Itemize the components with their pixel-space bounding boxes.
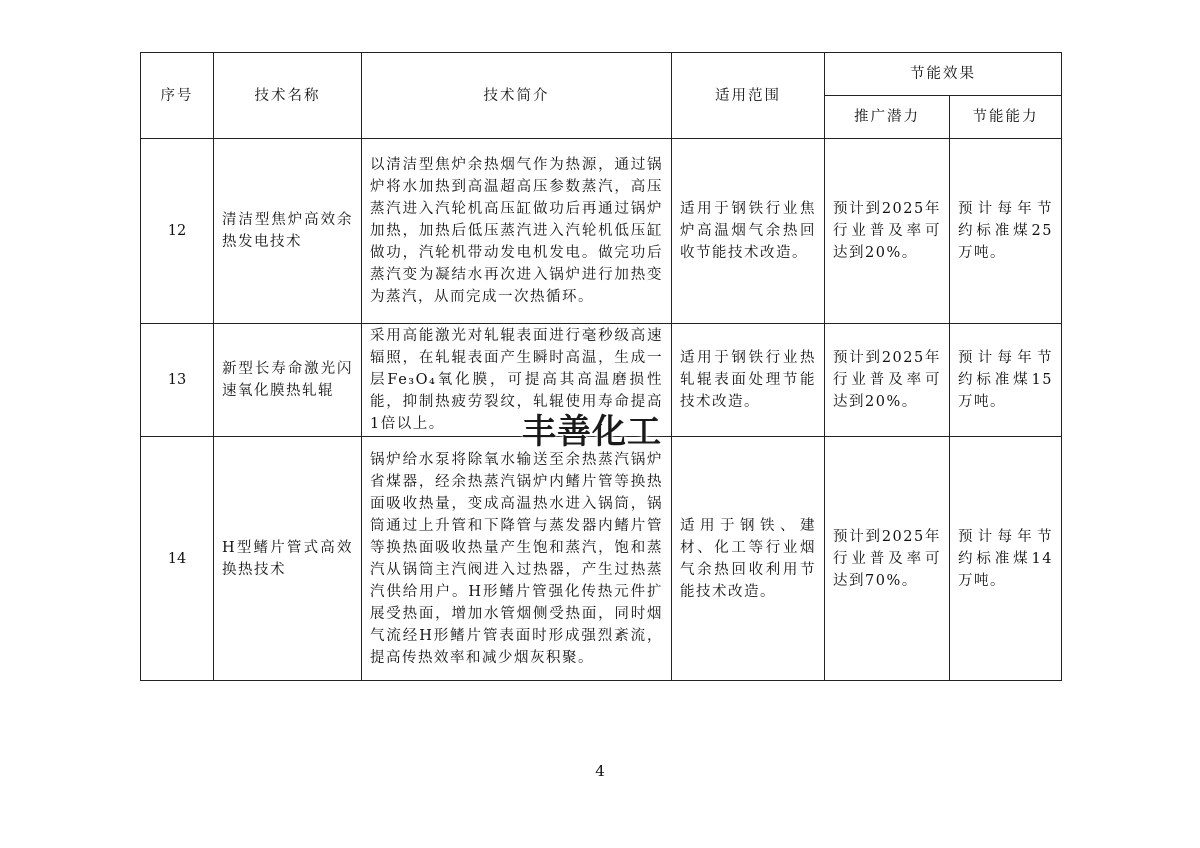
page-number: 4 bbox=[595, 762, 605, 780]
row-tech-desc: 锅炉给水泵将除氧水输送至余热蒸汽锅炉省煤器，经余热蒸汽锅炉内鳍片管等换热面吸收热量，变成高温热水进入锅筒，锅筒通过上升管和下降管与蒸发器内鳍片管等换热面吸收热量产生饱和蒸汽，饱和蒸汽从锅筒主汽阀进入过热器，产生过热蒸汽供给用户。H形鳍片管强化传热元件扩展受热面，增加水管烟侧受热面，同时烟气流经H形鳍片管表面时形成强烈紊流，提高传热效率和减少烟灰积聚。 bbox=[362, 437, 672, 681]
row-tech-desc: 以清洁型焦炉余热烟气作为热源，通过锅炉将水加热到高温超高压参数蒸汽，高压蒸汽进入汽轮机高压缸做功后再通过锅炉加热，加热后低压蒸汽进入汽轮机低压缸做功，汽轮机带动发电机发电。做完功后蒸汽变为凝结水再次进入锅炉进行加热变为蒸汽，从而完成一次热循环。 bbox=[362, 139, 672, 324]
row-scope: 适用于钢铁行业热轧辊表面处理节能技术改造。 bbox=[672, 324, 825, 437]
row-potential: 预计到2025年行业普及率可达到20%。 bbox=[825, 139, 950, 324]
row-tech-desc: 采用高能激光对轧辊表面进行毫秒级高速辐照，在轧辊表面产生瞬时高温，生成一层Fe₃O₄氧化膜，可提高其高温磨损性能，抑制热疲劳裂纹，轧辊使用寿命提高1倍以上。 bbox=[362, 324, 672, 437]
row-tech-name: H型鳍片管式高效换热技术 bbox=[214, 437, 362, 681]
table-row bbox=[141, 324, 1062, 437]
row-potential: 预计到2025年行业普及率可达到70%。 bbox=[825, 437, 950, 681]
row-tech-name: 新型长寿命激光闪速氧化膜热轧辊 bbox=[214, 324, 362, 437]
row-seq: 13 bbox=[141, 324, 214, 437]
row-seq: 14 bbox=[141, 437, 214, 681]
header-scope: 适用范围 bbox=[672, 53, 825, 139]
row-capacity: 预计每年节约标准煤15万吨。 bbox=[950, 324, 1062, 437]
header-tech-name: 技术名称 bbox=[214, 53, 362, 139]
row-tech-name: 清洁型焦炉高效余热发电技术 bbox=[214, 139, 362, 324]
header-seq: 序号 bbox=[141, 53, 214, 139]
watermark-text: 丰善化工 bbox=[522, 412, 662, 452]
table-row bbox=[141, 139, 1062, 324]
technology-table bbox=[140, 52, 1062, 681]
row-capacity: 预计每年节约标准煤14万吨。 bbox=[950, 437, 1062, 681]
row-seq: 12 bbox=[141, 139, 214, 324]
table-row bbox=[141, 437, 1062, 681]
row-potential: 预计到2025年行业普及率可达到20%。 bbox=[825, 324, 950, 437]
row-capacity: 预计每年节约标准煤25万吨。 bbox=[950, 139, 1062, 324]
header-potential: 推广潜力 bbox=[825, 96, 950, 139]
row-scope: 适用于钢铁、建材、化工等行业烟气余热回收利用节能技术改造。 bbox=[672, 437, 825, 681]
row-scope: 适用于钢铁行业焦炉高温烟气余热回收节能技术改造。 bbox=[672, 139, 825, 324]
header-capacity: 节能能力 bbox=[950, 96, 1062, 139]
header-effect: 节能效果 bbox=[825, 53, 1062, 96]
header-tech-desc: 技术简介 bbox=[362, 53, 672, 139]
